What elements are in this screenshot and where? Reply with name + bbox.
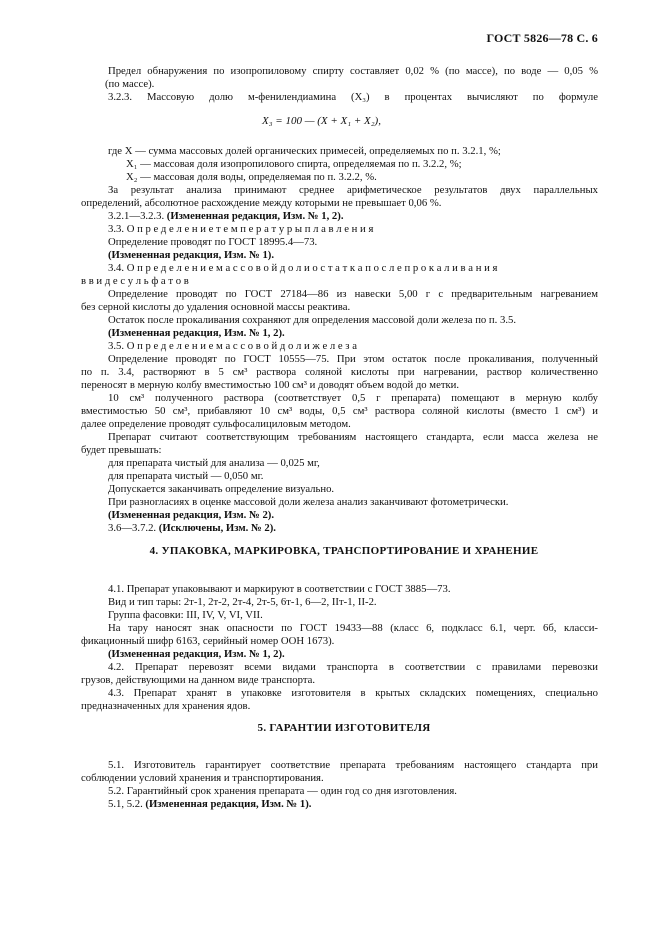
text-line	[108, 509, 274, 522]
text-line	[108, 353, 598, 366]
text-line	[108, 223, 373, 236]
line-text: переносят в мерную колбу вместимостью 100 см³ и доводят объем водой до метки.	[81, 379, 460, 391]
text-line	[81, 379, 459, 392]
text-line	[108, 687, 598, 700]
line-text: Остаток после прокаливания сохраняют для определения массовой доли железа по п. 3.5.	[108, 314, 517, 326]
line-text: 3.2.1—3.2.3.	[108, 210, 167, 222]
line-text: При разногласиях в оценке массовой доли железа анализ заканчивают фотометрически.	[108, 496, 509, 508]
text-line	[108, 483, 334, 496]
text-line	[108, 249, 274, 262]
page-header: ГОСТ 5826—78 С. 6	[486, 31, 598, 45]
amendment-note: (Измененная редакция, Изм. № 1).	[108, 249, 275, 261]
text-line	[81, 418, 351, 431]
text-line	[105, 78, 154, 91]
text-line	[81, 275, 189, 288]
line-text: 3.4. О п р е д е л е н и е м а с с о в о й д о л и о с т а т к а п о с л е п р о к а л и в а н и я	[108, 262, 498, 274]
text-line	[108, 785, 457, 798]
text-line	[108, 496, 508, 509]
line-text: Определение проводят по ГОСТ 10555—75. При этом остаток после прокаливания, полученный	[108, 353, 598, 365]
text-line	[108, 522, 276, 535]
amendment-note: (Измененная редакция, Изм. № 1, 2).	[108, 648, 285, 660]
line-text: для препарата чистый для анализа — 0,025 мг,	[108, 457, 320, 469]
line-text: 4.1. Препарат упаковывают и маркируют в соответствии с ГОСТ 3885—73.	[108, 583, 451, 595]
text-line	[108, 340, 357, 353]
text-line	[108, 262, 497, 275]
line-text: 3.2.3. Массовую долю м-фенилендиамина (X₃) в процентах вычисляют по формуле	[108, 91, 598, 103]
line-text: Определение проводят по ГОСТ 27184—86 из навески 5,00 г с предварительным нагреванием	[108, 288, 598, 300]
text-line	[108, 583, 451, 596]
text-line	[108, 184, 598, 197]
text-line	[108, 288, 598, 301]
line-text: по п. 3.4, растворяют в 5 см³ раствора соляной кислоты при нагревании, раствор количественно	[81, 366, 598, 378]
text-line	[108, 314, 516, 327]
text-line	[108, 91, 598, 104]
line-text: 4.2. Препарат перевозят всеми видами транспорта в соответствии с правилами перевозки	[108, 661, 598, 673]
line-text: 5.1, 5.2.	[108, 798, 146, 810]
text-line	[126, 158, 462, 171]
text-line	[108, 596, 377, 609]
text-line	[108, 65, 598, 78]
amendment-note: (Измененная редакция, Изм. № 1).	[145, 798, 312, 810]
line-text: За результат анализа принимают среднее арифметическое результатов двух параллельных	[108, 184, 598, 196]
line-text: 10 см³ полученного раствора (соответствует 0,5 г препарата) помещают в мерную колбу	[108, 392, 598, 404]
text-line	[81, 197, 441, 210]
text-line	[81, 444, 161, 457]
text-line	[108, 327, 285, 340]
line-text: будет превышать:	[81, 444, 162, 456]
text-line	[108, 798, 311, 811]
line-text: Группа фасовки: III, IV, V, VI, VII.	[108, 609, 263, 621]
line-text: фикационный шифр 6163, серийный номер ООН 1673).	[81, 635, 335, 647]
text-line	[108, 661, 598, 674]
text-line	[81, 700, 250, 713]
text-line	[81, 674, 315, 687]
line-text: Предел обнаружения по изопропиловому спирту составляет 0,02 % (по массе), по воде — 0,05 %	[108, 65, 598, 77]
text-line	[108, 609, 263, 622]
amendment-note: (Исключены, Изм. № 2).	[158, 522, 276, 534]
amendment-note: (Измененная редакция, Изм. № 2).	[108, 509, 275, 521]
line-text: вместимостью 50 см³, прибавляют 10 см³ воды, 0,5 см³ раствора соляной кислоты (вместо 1 см³) и	[81, 405, 598, 417]
line-text: Препарат считают соответствующим требованиям настоящего стандарта, если масса железа не	[108, 431, 598, 443]
line-text: предназначенных для хранения ядов.	[81, 700, 251, 712]
formula: X₃ = 100 — (X + X₁ + X₂),	[262, 115, 381, 127]
line-text: (по массе).	[105, 78, 155, 90]
line-text: 5.1. Изготовитель гарантирует соответствие препарата требованиям настоящего стандарта при	[108, 759, 598, 771]
line-text: 3.6—3.7.2.	[108, 522, 159, 534]
line-text: далее определение проводят сульфосалициловым методом.	[81, 418, 351, 430]
text-line	[81, 635, 334, 648]
text-line	[108, 622, 598, 635]
line-text: X₂ — массовая доля воды, определяемая по п. 3.2.2, %.	[126, 171, 377, 183]
line-text: 5.2. Гарантийный срок хранения препарата — один год со дня изготовления.	[108, 785, 457, 797]
line-text: определений, абсолютное расхождение между которыми не превышает 0,06 %.	[81, 197, 442, 209]
text-line	[108, 210, 344, 223]
line-text: без серной кислоты до удаления основной массы реактива.	[81, 301, 351, 313]
line-text: 4.3. Препарат хранят в упаковке изготовителя в крытых складских помещениях, специально	[108, 687, 598, 699]
line-text: в в и д е с у л ь ф а т о в	[81, 275, 189, 287]
line-text: Определение проводят по ГОСТ 18995.4—73.	[108, 236, 318, 248]
amendment-note: (Измененная редакция, Изм. № 1, 2).	[108, 327, 285, 339]
line-text: для препарата чистый — 0,050 мг.	[108, 470, 264, 482]
text-line	[108, 648, 285, 661]
amendment-note: (Измененная редакция, Изм. № 1, 2).	[166, 210, 344, 222]
text-line	[108, 759, 598, 772]
text-line	[108, 145, 501, 158]
line-text: На тару наносят знак опасности по ГОСТ 19433—88 (класс 6, подкласс 6.1, черт. 6б, класси-	[108, 622, 598, 634]
line-text: грузов, действующими на данном виде транспорта.	[81, 674, 316, 686]
line-text: соблюдении условий хранения и транспортирования.	[81, 772, 324, 784]
line-text: X₁ — массовая доля изопропилового спирта, определяемая по п. 3.2.2, %;	[126, 158, 462, 170]
text-line	[108, 457, 320, 470]
text-line	[108, 392, 598, 405]
text-line	[81, 301, 350, 314]
line-text: Вид и тип тары: 2т-1, 2т-2, 2т-4, 2т-5, 6т-1, 6—2, IIт-1, II-2.	[108, 596, 377, 608]
line-text: 3.3. О п р е д е л е н и е т е м п е р а т у р ы п л а в л е н и я	[108, 223, 374, 235]
text-line	[81, 405, 598, 418]
line-text: Допускается заканчивать определение визуально.	[108, 483, 335, 495]
section-4-title: 4. УПАКОВКА, МАРКИРОВКА, ТРАНСПОРТИРОВАНИЕ И ХРАНЕНИЕ	[149, 545, 539, 557]
text-line	[126, 171, 377, 184]
text-line	[81, 772, 324, 785]
text-line	[108, 431, 598, 444]
section-5-title: 5. ГАРАНТИИ ИЗГОТОВИТЕЛЯ	[257, 722, 431, 734]
text-line	[108, 236, 317, 249]
text-line	[108, 470, 263, 483]
line-text: 3.5. О п р е д е л е н и е м а с с о в о й д о л и ж е л е з а	[108, 340, 357, 352]
text-line	[81, 366, 598, 379]
line-text: где X — сумма массовых долей органических примесей, определяемых по п. 3.2.1, %;	[108, 145, 501, 157]
